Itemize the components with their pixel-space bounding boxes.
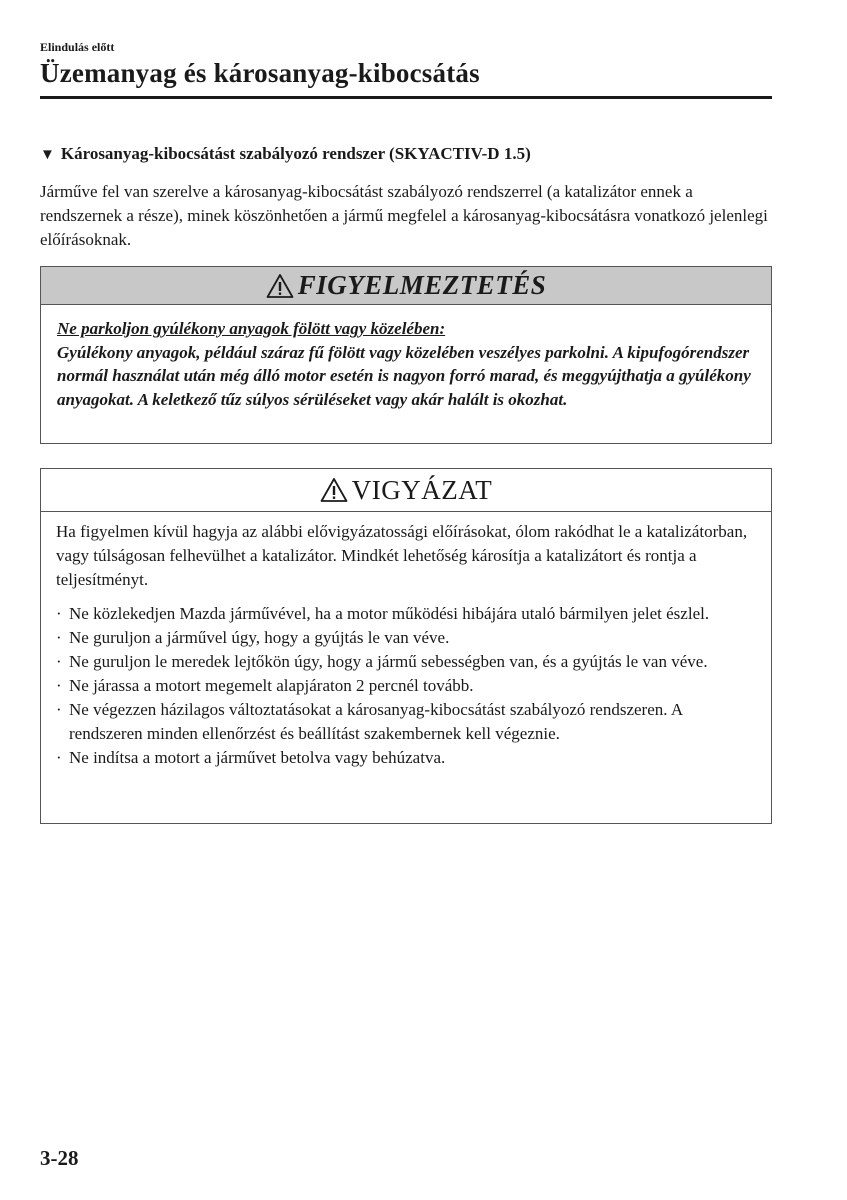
warning-box: [40, 266, 772, 444]
warning-header: [41, 267, 771, 305]
warning-body: [41, 305, 771, 411]
caution-box: [40, 468, 772, 824]
subsection-heading-text: Károsanyag-kibocsátást szabályozó rendszer (SKYACTIV-D 1.5): [60, 144, 531, 163]
caution-list-item: · Ne indítsa a motort a járművet betolva vagy behúzatva.: [56, 746, 755, 770]
warning-title: FIGYELMEZTETÉS: [297, 270, 547, 300]
page-title: Üzemanyag és károsanyag-kibocsátás: [40, 58, 480, 88]
caution-list-item: · Ne járassa a motort megemelt alapjáraton 2 percnél tovább.: [56, 674, 755, 698]
page-number: 3-28: [40, 1146, 79, 1170]
caution-list-item: · Ne guruljon le meredek lejtőkön úgy, hogy a jármű sebességben van, és a gyújtás le van véve.: [56, 650, 755, 674]
caution-list-item: · Ne közlekedjen Mazda járművével, ha a motor működési hibájára utaló bármilyen jelet észlel.: [56, 602, 755, 626]
warning-text: Gyúlékony anyagok, például száraz fű fölött vagy közelében veszélyes parkolni. A kipufogórendszer normál használat után még álló motor esetén is nagyon forró marad, és meggyújthatja a gyúlékony anyagokat. A keletkező tűz súlyos sérüléseket vagy akár halált is okozhat.: [57, 342, 751, 409]
subsection-heading: [40, 144, 772, 164]
caution-header: [41, 469, 771, 512]
section-marker-icon: ▼: [40, 147, 55, 163]
bullet-icon: ·: [56, 748, 62, 767]
caution-body: [41, 512, 771, 770]
bullet-icon: ·: [56, 628, 62, 647]
warning-triangle-icon: [320, 477, 348, 503]
title-rule: [40, 96, 772, 99]
caution-list: [56, 602, 755, 770]
bullet-icon: ·: [56, 676, 62, 695]
caution-intro: Ha figyelmen kívül hagyja az alábbi elővigyázatossági előírásokat, ólom rakódhat le a katalizátorban, vagy túlságosan felhevülhet a katalizátor. Mindkét lehetőség károsítja a katalizátort és rontja a teljesítményt.: [56, 522, 748, 589]
bullet-icon: ·: [56, 652, 62, 671]
section-label: Elindulás előtt: [40, 40, 115, 54]
caution-title: VIGYÁZAT: [351, 474, 493, 505]
caution-list-item: · Ne guruljon a járművel úgy, hogy a gyújtás le van véve.: [56, 626, 755, 650]
warning-triangle-icon: [266, 273, 294, 299]
intro-paragraph: Járműve fel van szerelve a károsanyag-kibocsátást szabályozó rendszerrel (a katalizátor ennek a rendszernek a része), minek köszönhetően a jármű megfelel a károsanyag-kibocsátásra vonatkozó jelenlegi előírásoknak.: [40, 182, 768, 249]
bullet-icon: ·: [56, 700, 62, 719]
bullet-icon: ·: [56, 604, 62, 623]
caution-list-item: · Ne végezzen házilagos változtatásokat a károsanyag-kibocsátást szabályozó rendszeren. A rendszeren minden ellenőrzést és beállítást szakembernek kell végeznie.: [56, 700, 683, 743]
warning-lead: Ne parkoljon gyúlékony anyagok fölött vagy közelében:: [57, 319, 446, 338]
